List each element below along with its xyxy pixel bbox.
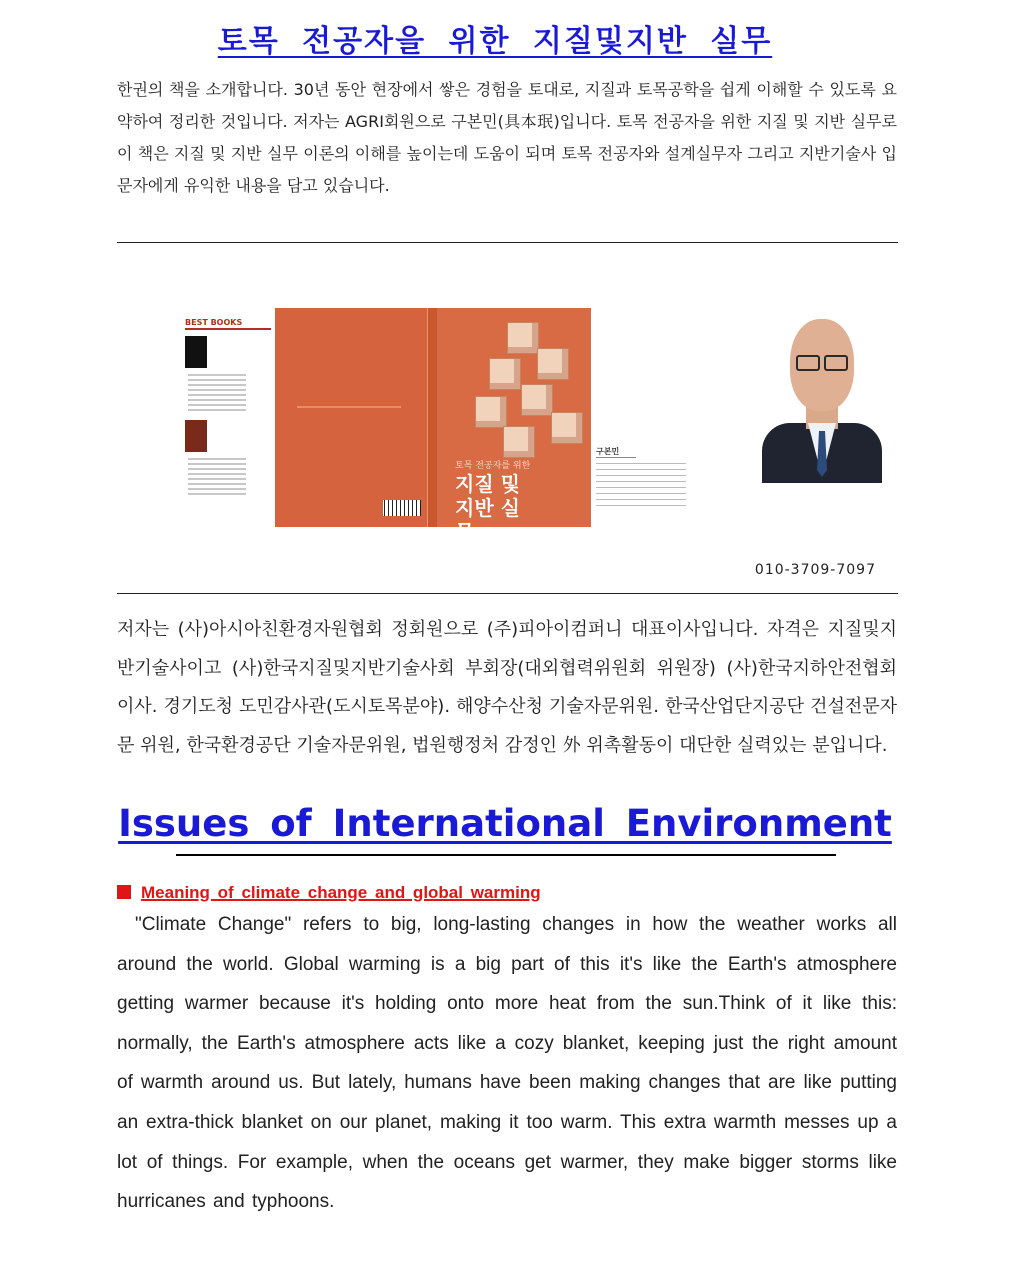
phone-number: 010-3709-7097: [754, 562, 876, 578]
cube-graphic: [503, 426, 535, 458]
barcode-icon: [383, 500, 421, 516]
author-info-card: [596, 446, 686, 526]
section-heading: Issues of International Environment: [118, 802, 892, 845]
cube-graphic: [551, 412, 583, 444]
climate-change-paragraph: "Climate Change" refers to big, long-lasting changes in how the weather works all around the world. Global warming is a big part of this it's like the Earth's atmosphere getting warmer because it's holding onto more heat from the sun.Think of it like this: normally, the Earth's atmosphere acts like a cozy blanket, keeping just the right amount of warmth around us. But lately, humans have been making changes that are like putting an extra-thick blanket on our planet, making it too warm. This extra warmth messes up a lot of things. For example, when the oceans get warmer, they make bigger storms like hurricanes and typhoons.: [117, 914, 897, 1213]
red-square-icon: [117, 885, 131, 899]
book-thumbnail: [185, 420, 207, 452]
divider-bottom: [117, 593, 898, 594]
author-portrait: [762, 313, 882, 476]
heading-underline: [176, 854, 836, 856]
cube-graphic: [507, 322, 539, 354]
author-card-name: 구본민: [596, 446, 636, 458]
divider-top: [117, 242, 898, 243]
book-blurb-lines: [188, 458, 246, 498]
book-intro-paragraph: 한권의 책을 소개합니다. 30년 동안 현장에서 쌓은 경험을 토대로, 지질과 토목공학을 쉽게 이해할 수 있도록 요약하여 정리한 것입니다. 저자는 AGRI회원으로 구본민(具本珉)입니다. 토목 전공자을 위한 지질 및 지반 실무로 이 책은 지질 및 지반 실무 이론의 이해를 높이는데 도움이 되며 토목 전공자와 설계실무자 그리고 지반기술사 입문자에게 유익한 내용을 담고 있습니다.: [117, 80, 897, 195]
book-back-cover: [275, 308, 427, 527]
page-title: 토목 전공자을 위한 지질및지반 실무: [217, 24, 773, 59]
cube-graphic: [521, 384, 553, 416]
best-books-label: BEST BOOKS: [185, 318, 271, 330]
best-books-panel: [185, 318, 271, 528]
book-cover-image: [275, 308, 591, 544]
cover-title: 지질 및 지반 실무: [455, 472, 520, 544]
book-thumbnail: [185, 336, 207, 368]
book-blurb-lines: [188, 374, 246, 414]
subheading-text: Meaning of climate change and global warming: [141, 883, 541, 902]
author-bio-paragraph: 저자는 (사)아시아친환경자원협회 정회원으로 (주)피아이컴퍼니 대표이사입니다. 자격은 지질및지반기술사이고 (사)한국지질및지반기술사회 부회장(대외협력위원회 위원장) (사)한국지하안전협회 이사. 경기도청 도민감사관(도시토목분야). 해양수산청 기술자문위원. 한국산업단지공단 건설전문자문 위원, 한국환경공단 기술자문위원, 법원행정처 감정인 外 위촉활동이 대단한 실력있는 분입니다.: [117, 619, 897, 756]
cover-subtitle: 토목 전공자를 위한: [455, 461, 531, 471]
back-cover-text-line: [297, 406, 401, 408]
subheading: [117, 883, 541, 903]
cube-graphic: [475, 396, 507, 428]
cube-graphic: [537, 348, 569, 380]
cube-graphic: [489, 358, 521, 390]
